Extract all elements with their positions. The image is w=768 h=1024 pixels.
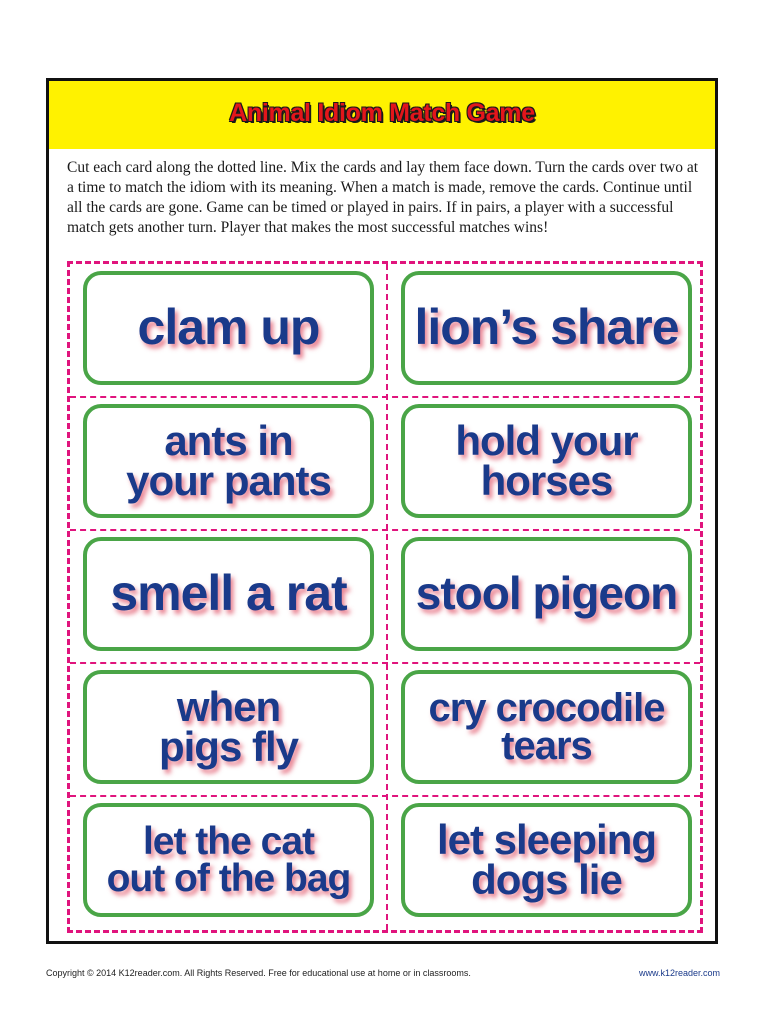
idiom-card[interactable] <box>83 670 374 784</box>
idiom-text: clam up <box>137 299 320 356</box>
horizontal-cut-line <box>70 662 700 664</box>
idiom-text: stool pigeon <box>415 567 678 620</box>
idiom-text: lion’s share <box>414 299 679 356</box>
title-banner <box>49 81 715 149</box>
page-title: Animal Idiom Match Game <box>229 99 535 127</box>
idiom-card[interactable] <box>83 404 374 518</box>
idiom-text: let the cat out of the bag <box>106 819 351 900</box>
card-cut-area <box>67 261 703 933</box>
idiom-card[interactable] <box>401 670 692 784</box>
horizontal-cut-line <box>70 795 700 797</box>
idiom-card[interactable] <box>83 271 374 385</box>
vertical-cut-line <box>386 264 388 930</box>
idiom-card[interactable] <box>83 537 374 651</box>
idiom-card[interactable] <box>83 803 374 917</box>
idiom-text: cry crocodile tears <box>428 686 665 768</box>
horizontal-cut-line <box>70 396 700 398</box>
idiom-card[interactable] <box>401 803 692 917</box>
idiom-card[interactable] <box>401 271 692 385</box>
worksheet-page <box>46 78 718 944</box>
idiom-card[interactable] <box>401 404 692 518</box>
copyright-notice: Copyright © 2014 K12reader.com. All Rights Reserved. Free for educational use at home or in classrooms. <box>46 968 471 978</box>
instructions-text: Cut each card along the dotted line. Mix the cards and lay them face down. Turn the cards over two at a time to match the idiom with its meaning. When a match is made, remove the cards. Continue until all the cards are gone. Game can be timed or played in pairs. If in pairs, a player with a successful match gets another turn. Player that makes the most successful matches wins! <box>67 159 699 236</box>
website-link[interactable]: www.k12reader.com <box>638 968 720 978</box>
idiom-card[interactable] <box>401 537 692 651</box>
idiom-text: ants in your pants <box>126 417 331 504</box>
horizontal-cut-line <box>70 529 700 531</box>
idiom-text: let sleeping dogs lie <box>436 816 657 903</box>
idiom-text: hold your horses <box>455 417 638 504</box>
idiom-text: smell a rat <box>110 565 347 622</box>
idiom-text: when pigs fly <box>158 683 299 770</box>
